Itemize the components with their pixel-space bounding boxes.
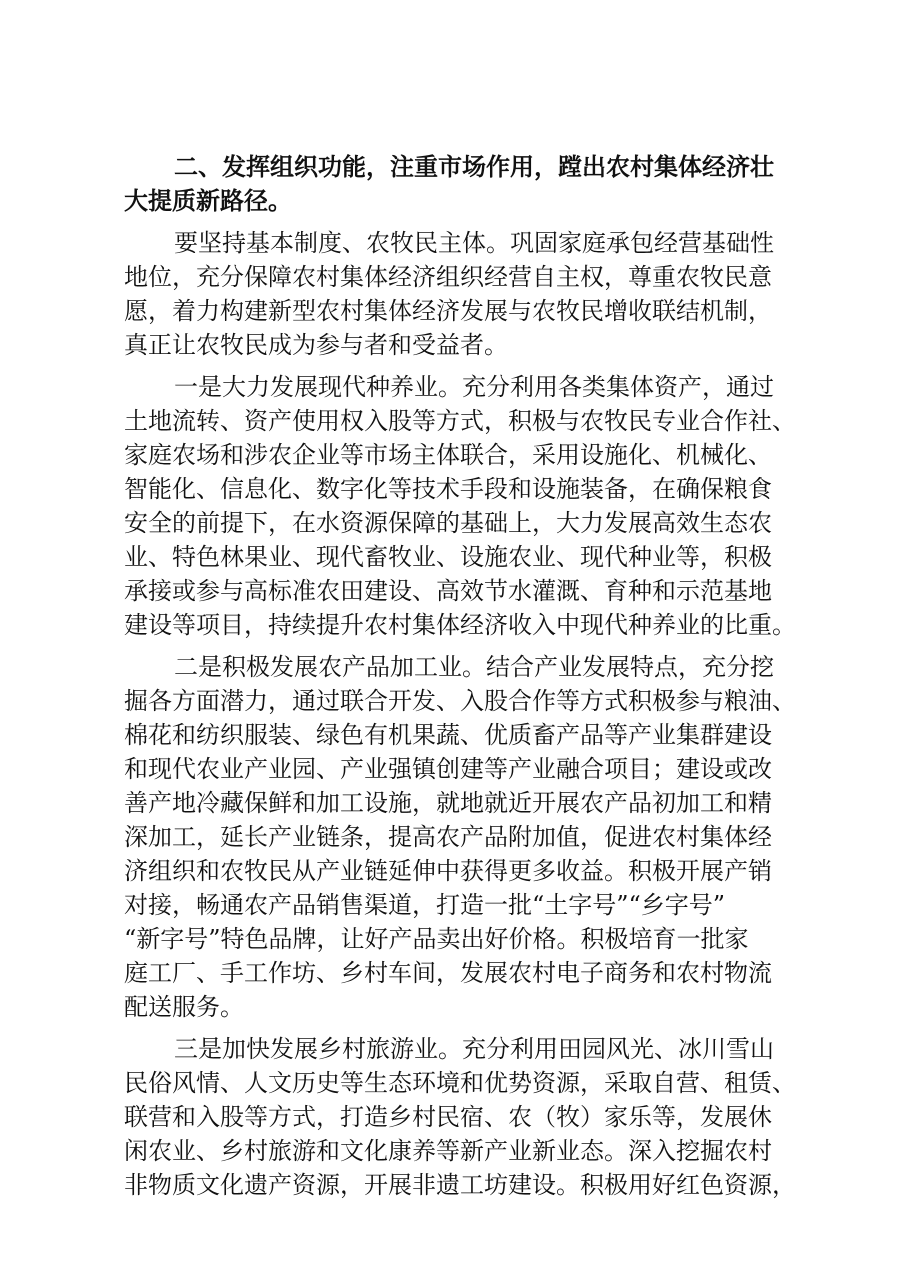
paragraph-3-line-2: 掘各方面潜力，通过联合开发、入股合作等方式积极参与粮油、 — [124, 687, 796, 715]
paragraph-4-line-3: 联营和入股等方式，打造乡村民宿、农（牧）家乐等，发展休 — [124, 1103, 772, 1131]
paragraph-2-line-1: 一是大力发展现代种养业。充分利用各类集体资产，通过 — [174, 373, 774, 401]
paragraph-4-line-5: 非物质文化遗产资源，开展非遗工坊建设。积极用好红色资源， — [124, 1171, 796, 1199]
paragraph-2-line-8: 建设等项目，持续提升农村集体经济收入中现代种养业的比重。 — [124, 611, 796, 639]
paragraph-2-line-3: 家庭农场和涉农企业等市场主体联合，采用设施化、机械化、 — [124, 441, 772, 469]
paragraph-2-line-4: 智能化、信息化、数字化等技术手段和设施装备，在确保粮食 — [124, 475, 772, 503]
paragraph-3-line-1: 二是积极发展农产品加工业。结合产业发展特点，充分挖 — [174, 653, 774, 681]
paragraph-2-line-2: 土地流转、资产使用权入股等方式，积极与农牧民专业合作社、 — [124, 407, 796, 435]
paragraph-1-line-2: 地位，充分保障农村集体经济组织经营自主权，尊重农牧民意 — [124, 263, 772, 291]
paragraph-3-line-8: 对接，畅通农产品销售渠道，打造一批“土字号”“乡字号” — [124, 891, 726, 919]
paragraph-3-line-7: 济组织和农牧民从产业链延伸中获得更多收益。积极开展产销 — [124, 857, 772, 885]
paragraph-1-line-1: 要坚持基本制度、农牧民主体。巩固家庭承包经营基础性 — [174, 229, 774, 257]
paragraph-3-line-11: 配送服务。 — [124, 993, 244, 1021]
paragraph-1-line-4: 真正让农牧民成为参与者和受益者。 — [124, 331, 508, 359]
paragraph-4-line-1: 三是加快发展乡村旅游业。充分利用田园风光、冰川雪山 — [174, 1035, 774, 1063]
paragraph-3-line-5: 善产地冷藏保鲜和加工设施，就地就近开展农产品初加工和精 — [124, 789, 772, 817]
paragraph-2-line-5: 安全的前提下，在水资源保障的基础上，大力发展高效生态农 — [124, 509, 772, 537]
paragraph-1-line-3: 愿，着力构建新型农村集体经济发展与农牧民增收联结机制， — [124, 297, 772, 325]
paragraph-2-line-6: 业、特色林果业、现代畜牧业、设施农业、现代种业等，积极 — [124, 543, 772, 571]
paragraph-3-line-10: 庭工厂、手工作坊、乡村车间，发展农村电子商务和农村物流 — [124, 959, 772, 987]
paragraph-2-line-7: 承接或参与高标准农田建设、高效节水灌溉、育种和示范基地 — [124, 577, 772, 605]
paragraph-3-line-6: 深加工，延长产业链条，提高农产品附加值，促进农村集体经 — [124, 823, 772, 851]
paragraph-3-line-4: 和现代农业产业园、产业强镇创建等产业融合项目；建设或改 — [124, 755, 772, 783]
section-heading-line-1: 二、发挥组织功能，注重市场作用，蹚出农村集体经济壮 — [174, 153, 774, 181]
paragraph-4-line-2: 民俗风情、人文历史等生态环境和优势资源，采取自营、租赁、 — [124, 1069, 796, 1097]
paragraph-3-line-3: 棉花和纺织服装、绿色有机果蔬、优质畜产品等产业集群建设 — [124, 721, 772, 749]
section-heading-line-2: 大提质新路径。 — [124, 187, 292, 215]
paragraph-4-line-4: 闲农业、乡村旅游和文化康养等新产业新业态。深入挖掘农村 — [124, 1137, 772, 1165]
paragraph-3-line-9: “新字号”特色品牌，让好产品卖出好价格。积极培育一批家 — [124, 925, 749, 953]
